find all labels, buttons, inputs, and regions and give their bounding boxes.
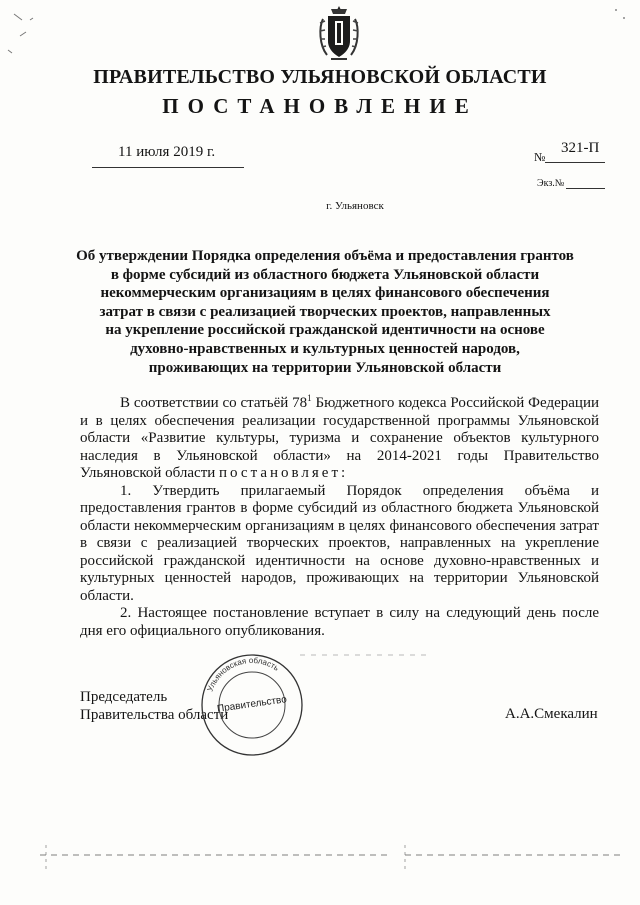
number-underline	[545, 162, 605, 163]
decree-title-line: на укрепление российской гражданской идентичности на основе	[105, 322, 545, 339]
preamble-text: В соответствии со статьёй 78	[120, 395, 308, 411]
decree-title	[60, 247, 590, 377]
decree-title-line: в форме субсидий из областного бюджета Ульяновской области	[110, 266, 540, 283]
preamble-paragraph	[80, 390, 599, 483]
decree-body	[80, 390, 599, 640]
decree-title-line: проживающих на территории Ульяновской области	[148, 359, 502, 376]
government-title: ПРАВИТЕЛЬСТВО УЛЬЯНОВСКОЙ ОБЛАСТИ	[93, 66, 547, 88]
number-sign: №	[534, 150, 546, 164]
decree-title-line: духовно-нравственных и культурных ценностей народов,	[130, 340, 520, 357]
official-stamp-icon	[199, 652, 305, 758]
decree-title-line: Об утверждении Порядка определения объёма и предоставления грантов	[76, 248, 574, 264]
copy-number-underline	[566, 188, 605, 189]
city-label: г. Ульяновск	[326, 200, 384, 212]
clause-2-paragraph: 2. Настоящее постановление вступает в силу на следующий день после дня его официального опубликования.	[80, 605, 599, 639]
document-number: 321-П	[561, 140, 600, 156]
document-date: 11 июля 2019 г.	[118, 144, 216, 160]
date-underline	[92, 167, 244, 168]
decrees-word: постановляет	[219, 465, 341, 481]
decree-title-line: затрат в связи с реализацией творческих проектов, направленных	[99, 303, 551, 320]
decree-title-line: некоммерческим организациям в целях финансового обеспечения	[100, 285, 550, 302]
preamble-text-cont: Бюджетного кодекса Российской Федерации и в целях обеспечения реализации государственной программы Ульяновской области «Развитие культуры, туризма и сохранение объектов культурного наследия в Ульяновской области» на 2014-2021 годы Правительство Ульяновской области	[80, 395, 600, 481]
stamp-inner-text: Правительство	[216, 694, 288, 715]
document-type-title: ПОСТАНОВЛЕНИЕ	[162, 94, 478, 118]
signatory-name: А.А.Смекалин	[505, 706, 598, 722]
signatory-position-line: Правительства области	[80, 707, 229, 723]
signatory-position-line: Председатель	[80, 689, 168, 705]
preamble-colon: :	[341, 465, 346, 481]
clause-1-paragraph: 1. Утвердить прилагаемый Порядок определения объёма и предоставления грантов в форме субсидий из областного бюджета Ульяновской области некоммерческим организациям в целях финансового обеспечения затрат в связи с реализацией творческих проектов, направленных на укрепление российской гражданской идентичности на основе духовно-нравственных и культурных ценностей народов, проживающих на территории Ульяновской области.	[80, 482, 599, 604]
coat-of-arms-icon	[317, 5, 361, 63]
copy-number-label: Экз.№	[537, 178, 565, 189]
article-superscript: 1	[307, 393, 312, 403]
stamp-ring-text: Ульяновская область	[205, 655, 281, 693]
